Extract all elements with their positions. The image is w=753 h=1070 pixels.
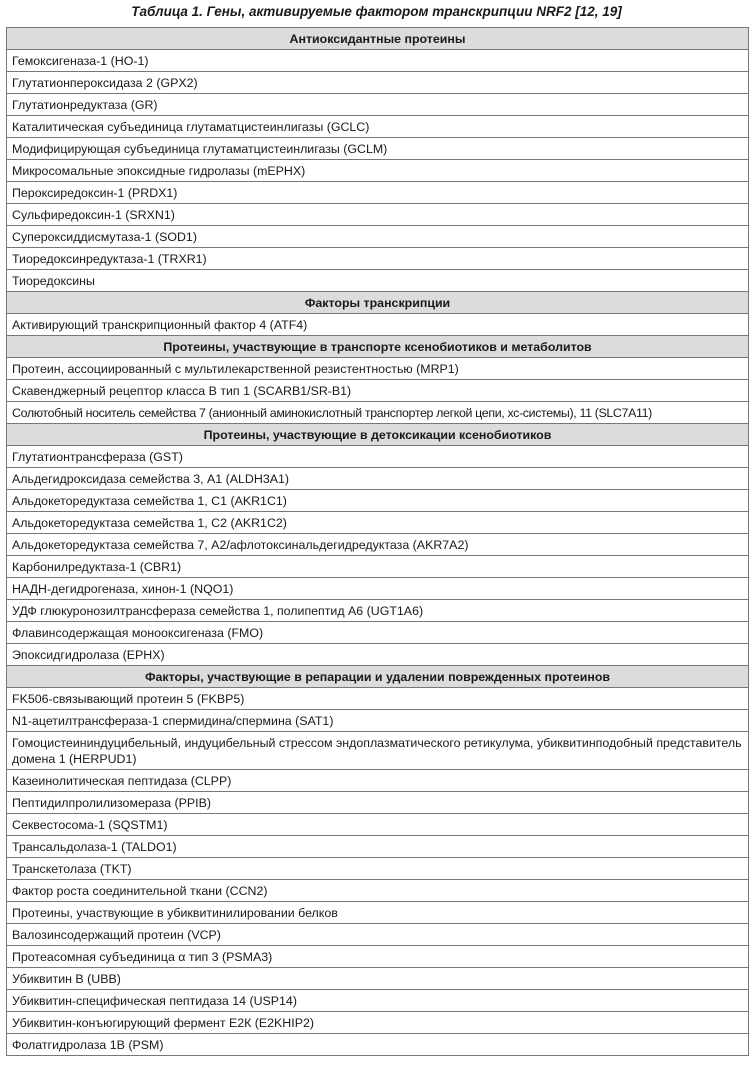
gene-cell: Протеасомная субъединица α тип 3 (PSMA3) [7, 946, 749, 968]
table-row [7, 94, 749, 116]
table-row [7, 358, 749, 380]
gene-cell: Трансальдолаза-1 (TALDO1) [7, 836, 749, 858]
table-row [7, 1034, 749, 1056]
gene-cell: Активирующий транскрипционный фактор 4 (ATF4) [7, 314, 749, 336]
table-row [7, 138, 749, 160]
gene-cell: Глутатионредуктаза (GR) [7, 94, 749, 116]
table-row [7, 946, 749, 968]
gene-cell: Гомоцистеининдуцибельный, индуцибельный стрессом эндоплазматического ретикулума, убиквитинподобный представитель домена 1 (HERPUD1) [7, 732, 749, 770]
table-row [7, 1012, 749, 1034]
table-row [7, 814, 749, 836]
section-header-row [7, 336, 749, 358]
gene-cell: Глутатионпероксидаза 2 (GPX2) [7, 72, 749, 94]
table-row [7, 902, 749, 924]
gene-cell: Эпоксидгидролаза (EPHX) [7, 644, 749, 666]
table-row [7, 160, 749, 182]
gene-cell: Протеин, ассоциированный с мультилекарственной резистентностью (MRP1) [7, 358, 749, 380]
table-row [7, 182, 749, 204]
table-row [7, 924, 749, 946]
gene-cell: Супероксиддисмутаза-1 (SOD1) [7, 226, 749, 248]
table-row [7, 688, 749, 710]
gene-cell: Убиквитин-конъюгирующий фермент Е2К (E2KHIP2) [7, 1012, 749, 1034]
table-row [7, 990, 749, 1012]
gene-cell: FK506-связывающий протеин 5 (FKBP5) [7, 688, 749, 710]
gene-cell: Альдокеторедуктаза семейства 7, А2/афлотоксинальдегидредуктаза (AKR7A2) [7, 534, 749, 556]
genes-table [6, 27, 749, 1056]
table-row [7, 116, 749, 138]
table-row [7, 644, 749, 666]
table-row [7, 858, 749, 880]
table-row [7, 792, 749, 814]
table-row [7, 490, 749, 512]
gene-cell: Транскетолаза (TKT) [7, 858, 749, 880]
section-header-row [7, 424, 749, 446]
gene-cell: Тиоредоксинредуктаза-1 (TRXR1) [7, 248, 749, 270]
gene-cell: Карбонилредуктаза-1 (CBR1) [7, 556, 749, 578]
table-row [7, 446, 749, 468]
table-row [7, 578, 749, 600]
table-row [7, 968, 749, 990]
gene-cell: Убиквитин-специфическая пептидаза 14 (USP14) [7, 990, 749, 1012]
gene-cell: Альдокеторедуктаза семейства 1, С1 (AKR1C1) [7, 490, 749, 512]
table-row [7, 270, 749, 292]
gene-cell: НАДН-дегидрогеназа, хинон-1 (NQO1) [7, 578, 749, 600]
gene-cell: Пептидилпролилизомераза (PPIB) [7, 792, 749, 814]
gene-cell: Фолатгидролаза 1B (PSM) [7, 1034, 749, 1056]
table-row [7, 512, 749, 534]
gene-cell: Секвестосома-1 (SQSTM1) [7, 814, 749, 836]
table-row [7, 622, 749, 644]
gene-cell: УДФ глюкуронозилтрансфераза семейства 1, полипептид А6 (UGT1A6) [7, 600, 749, 622]
gene-cell: Солютобный носитель семейства 7 (анионный аминокислотный транспортер легкой цепи, хс-системы), 11 (SLC7A11) [7, 402, 749, 424]
gene-cell: Сульфиредоксин-1 (SRXN1) [7, 204, 749, 226]
gene-cell: Микросомальные эпоксидные гидролазы (mEPHX) [7, 160, 749, 182]
gene-cell: Пероксиредоксин-1 (PRDX1) [7, 182, 749, 204]
gene-cell: N1-ацетилтрансфераза-1 спермидина/спермина (SAT1) [7, 710, 749, 732]
gene-cell: Тиоредоксины [7, 270, 749, 292]
gene-cell: Модифицирующая субъединица глутаматцистеинлигазы (GCLM) [7, 138, 749, 160]
gene-cell: Глутатионтрансфераза (GST) [7, 446, 749, 468]
table-row [7, 314, 749, 336]
table-row [7, 380, 749, 402]
table-row [7, 50, 749, 72]
gene-cell: Валозинсодержащий протеин (VCP) [7, 924, 749, 946]
table-row [7, 468, 749, 490]
table-row [7, 226, 749, 248]
section-title: Факторы транскрипции [7, 292, 749, 314]
gene-cell: Флавинсодержащая монооксигеназа (FMO) [7, 622, 749, 644]
table-row [7, 710, 749, 732]
table-row [7, 600, 749, 622]
gene-cell: Альдокеторедуктаза семейства 1, С2 (AKR1C2) [7, 512, 749, 534]
table-row [7, 204, 749, 226]
table-row [7, 732, 749, 770]
gene-cell: Убиквитин В (UBB) [7, 968, 749, 990]
section-title: Протеины, участвующие в детоксикации ксенобиотиков [7, 424, 749, 446]
section-title: Факторы, участвующие в репарации и удалении поврежденных протеинов [7, 666, 749, 688]
section-header-row [7, 292, 749, 314]
section-title: Антиоксидантные протеины [7, 28, 749, 50]
table-row [7, 770, 749, 792]
gene-cell: Каталитическая субъединица глутаматцистеинлигазы (GCLC) [7, 116, 749, 138]
section-title: Протеины, участвующие в транспорте ксенобиотиков и метаболитов [7, 336, 749, 358]
table-row [7, 402, 749, 424]
section-header-row [7, 28, 749, 50]
gene-cell: Казеинолитическая пептидаза (CLPP) [7, 770, 749, 792]
table-row [7, 534, 749, 556]
table-row [7, 248, 749, 270]
gene-cell: Протеины, участвующие в убиквитинилировании белков [7, 902, 749, 924]
section-header-row [7, 666, 749, 688]
gene-cell: Гемоксигеназа-1 (HO-1) [7, 50, 749, 72]
table-caption: Таблица 1. Гены, активируемые фактором транскрипции NRF2 [12, 19] [131, 4, 622, 19]
gene-cell: Скавенджерный рецептор класса В тип 1 (SCARB1/SR-B1) [7, 380, 749, 402]
table-row [7, 880, 749, 902]
table-row [7, 556, 749, 578]
table-row [7, 836, 749, 858]
table-row [7, 72, 749, 94]
gene-cell: Фактор роста соединительной ткани (CCN2) [7, 880, 749, 902]
gene-cell: Альдегидроксидаза семейства 3, А1 (ALDH3A1) [7, 468, 749, 490]
